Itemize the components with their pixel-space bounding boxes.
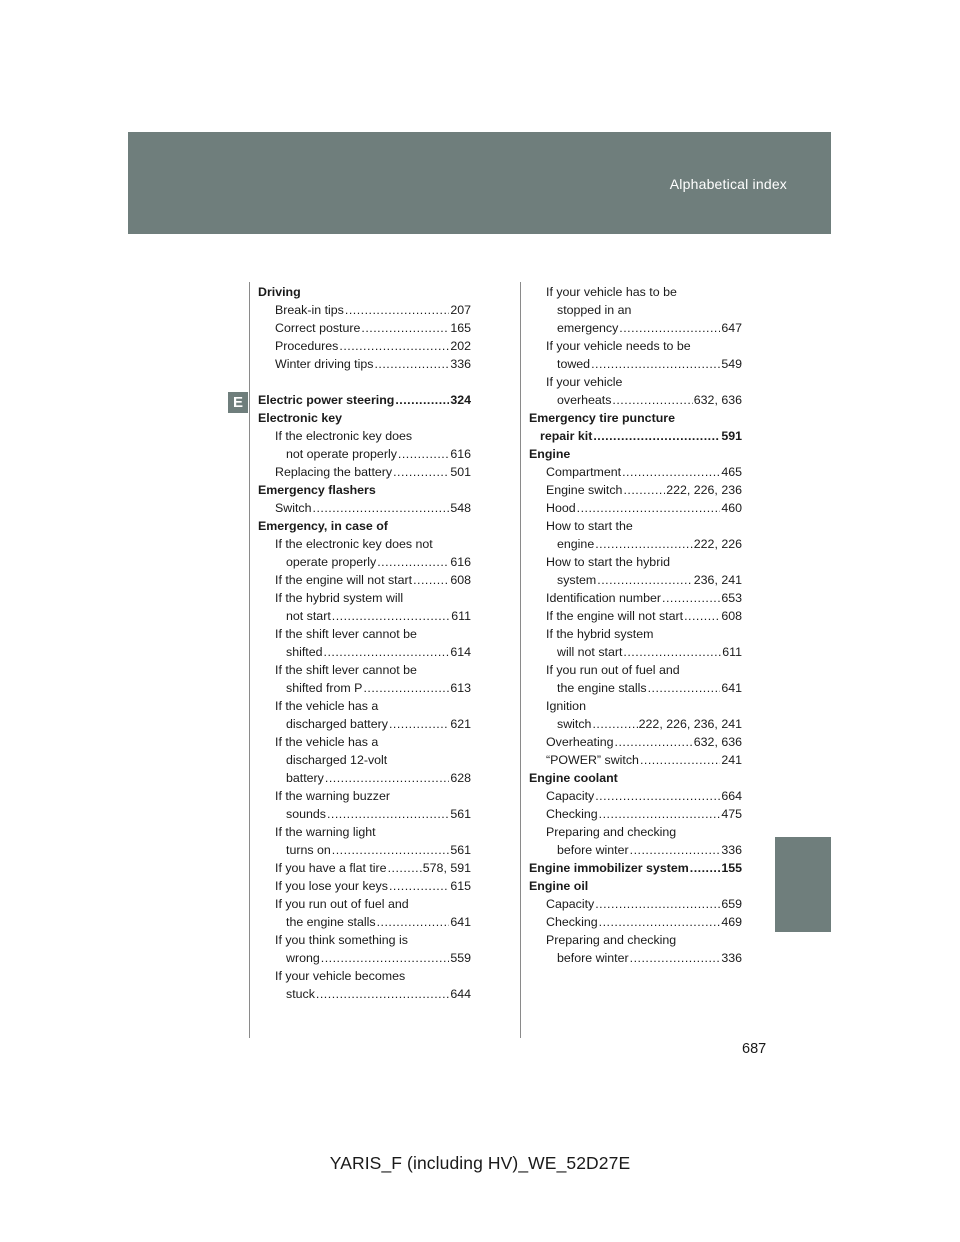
entry-text: If you run out of fuel and <box>546 663 680 677</box>
page-reference[interactable]: 613 <box>450 681 471 695</box>
left-column-divider <box>249 282 250 1038</box>
entry-text: If your vehicle needs to be <box>546 339 691 353</box>
entry-text: engine <box>557 537 595 551</box>
entry-text: If your vehicle becomes <box>275 969 406 983</box>
index-entry[interactable] <box>529 373 742 409</box>
index-entry[interactable] <box>258 895 471 931</box>
entry-text: Electric power steering <box>258 393 395 407</box>
dot-leader <box>597 571 693 589</box>
page-reference[interactable]: 202 <box>450 339 471 353</box>
page-reference[interactable]: 641 <box>450 915 471 929</box>
index-entry[interactable] <box>258 661 471 697</box>
dot-leader <box>684 607 720 625</box>
page-reference[interactable]: 324 <box>450 393 471 407</box>
entry-text: Checking <box>546 807 598 821</box>
page-reference[interactable]: 616 <box>450 555 471 569</box>
entry-text: Preparing and checking <box>546 933 677 947</box>
index-heading[interactable] <box>258 391 471 409</box>
entry-text: Procedures <box>275 339 339 353</box>
index-heading <box>258 481 471 499</box>
page-number: 687 <box>742 1041 767 1057</box>
side-thumb-tab <box>775 837 831 932</box>
entry-text: If you lose your keys <box>275 879 388 893</box>
page-reference[interactable]: 647 <box>721 321 742 335</box>
entry-text: If the warning light <box>275 825 376 839</box>
entry-text: Checking <box>546 915 598 929</box>
entry-text: If the electronic key does not <box>275 537 433 551</box>
index-entry[interactable] <box>529 733 742 751</box>
index-entry[interactable] <box>258 337 471 355</box>
dot-leader <box>377 913 450 931</box>
index-entry[interactable] <box>529 751 742 769</box>
dot-leader <box>389 715 449 733</box>
index-entry[interactable] <box>258 319 471 337</box>
dot-leader <box>388 859 422 877</box>
dot-leader <box>361 319 449 337</box>
entry-text: emergency <box>557 321 619 335</box>
dot-leader <box>690 859 721 877</box>
page-reference[interactable]: 336 <box>450 357 471 371</box>
letter-tab[interactable]: E <box>228 392 248 413</box>
entry-text: Engine coolant <box>529 771 618 785</box>
header-band <box>128 132 831 234</box>
entry-text: If you think something is <box>275 933 408 947</box>
entry-text: How to start the <box>546 519 633 533</box>
page-reference[interactable]: 469 <box>721 915 742 929</box>
dot-leader <box>377 553 449 571</box>
page-reference[interactable]: 465 <box>721 465 742 479</box>
index-entry[interactable] <box>529 625 742 661</box>
entry-text: Engine immobilizer system <box>529 861 689 875</box>
entry-text: If the shift lever cannot be <box>275 663 417 677</box>
entry-text: shifted from P <box>286 681 363 695</box>
page-reference[interactable]: 632, 636 <box>693 735 742 749</box>
page-reference[interactable]: 207 <box>450 303 471 317</box>
dot-leader <box>374 355 449 373</box>
entry-text: Ignition <box>546 699 586 713</box>
entry-text: system <box>557 573 597 587</box>
index-entry[interactable] <box>529 931 742 967</box>
footer-document-code: YARIS_F (including HV)_WE_52D27E <box>329 1153 631 1173</box>
index-entry[interactable] <box>258 355 471 373</box>
entry-text: discharged battery <box>286 717 388 731</box>
dot-leader <box>316 985 449 1003</box>
entry-text: Engine switch <box>546 483 623 497</box>
dot-leader <box>623 643 721 661</box>
entry-text: If the hybrid system will <box>275 591 404 605</box>
index-heading <box>529 769 742 787</box>
dot-leader <box>389 877 449 895</box>
entry-text: Engine <box>529 447 571 461</box>
index-entry[interactable] <box>258 733 471 787</box>
entry-text: Hood <box>546 501 576 515</box>
index-entry[interactable] <box>529 553 742 589</box>
entry-text: sounds <box>286 807 326 821</box>
index-entry[interactable] <box>529 481 742 499</box>
dot-leader <box>593 427 720 445</box>
index-entry[interactable] <box>529 517 742 553</box>
dot-leader <box>324 643 450 661</box>
page-reference[interactable]: 222, 226, 236, 241 <box>638 717 742 731</box>
index-entry[interactable] <box>529 787 742 805</box>
page-reference[interactable]: 222, 226, 236 <box>666 483 742 497</box>
entry-text: Emergency, in case of <box>258 519 388 533</box>
dot-leader <box>648 679 721 697</box>
page-reference[interactable]: 628 <box>450 771 471 785</box>
entry-text: Switch <box>275 501 312 515</box>
entry-text: operate properly <box>286 555 377 569</box>
page-reference[interactable]: 561 <box>450 807 471 821</box>
index-heading[interactable] <box>529 859 742 877</box>
entry-text: before winter <box>557 843 629 857</box>
index-heading <box>258 517 471 535</box>
entry-text: Preparing and checking <box>546 825 677 839</box>
index-entry[interactable] <box>258 301 471 319</box>
index-entry[interactable] <box>258 571 471 589</box>
entry-text: towed <box>557 357 591 371</box>
dot-leader <box>630 841 721 859</box>
dot-leader <box>327 805 449 823</box>
page-reference[interactable]: 608 <box>721 609 742 623</box>
index-entry[interactable] <box>258 787 471 823</box>
entry-text: overheats <box>557 393 612 407</box>
index-entry[interactable] <box>258 859 471 877</box>
index-entry[interactable] <box>258 877 471 895</box>
entry-text: Compartment <box>546 465 622 479</box>
entry-text: Electronic key <box>258 411 343 425</box>
dot-leader <box>332 607 450 625</box>
entry-text: Capacity <box>546 897 595 911</box>
dot-leader <box>662 589 720 607</box>
entry-text: Engine oil <box>529 879 589 893</box>
entry-text: If the vehicle has a <box>275 699 379 713</box>
entry-text: “POWER” switch <box>546 753 639 767</box>
page-reference[interactable]: 653 <box>721 591 742 605</box>
index-entry[interactable] <box>529 337 742 373</box>
entry-text: Break-in tips <box>275 303 344 317</box>
entry-text: Replacing the battery <box>275 465 393 479</box>
entry-text: How to start the hybrid <box>546 555 670 569</box>
dot-leader <box>595 787 720 805</box>
entry-text: If the hybrid system <box>546 627 654 641</box>
index-heading <box>258 283 471 301</box>
page-reference[interactable]: 591 <box>721 429 742 443</box>
entry-text: Driving <box>258 285 301 299</box>
dot-leader <box>612 391 692 409</box>
section-title: Alphabetical index <box>669 176 787 192</box>
index-column-right <box>529 283 742 967</box>
index-entry[interactable] <box>529 607 742 625</box>
page-reference[interactable]: 241 <box>721 753 742 767</box>
dot-leader <box>599 913 721 931</box>
middle-column-divider <box>520 282 521 1038</box>
entry-text: not operate properly <box>286 447 397 461</box>
page-reference[interactable]: 614 <box>450 645 471 659</box>
index-entry[interactable] <box>258 535 471 571</box>
index-entry[interactable] <box>258 427 471 463</box>
entry-text: switch <box>557 717 592 731</box>
entry-text: If the engine will not start <box>275 573 413 587</box>
dot-leader <box>313 499 450 517</box>
dot-leader <box>339 337 449 355</box>
dot-leader <box>393 463 449 481</box>
page-reference[interactable]: 632, 636 <box>693 393 742 407</box>
index-entry[interactable] <box>258 697 471 733</box>
page-reference[interactable]: 561 <box>450 843 471 857</box>
page-reference[interactable]: 644 <box>450 987 471 1001</box>
entry-text: before winter <box>557 951 629 965</box>
page-reference[interactable]: 165 <box>450 321 471 335</box>
entry-text: Capacity <box>546 789 595 803</box>
dot-leader <box>413 571 449 589</box>
page-reference[interactable]: 236, 241 <box>693 573 742 587</box>
dot-leader <box>325 769 449 787</box>
entry-text: If the vehicle has a <box>275 735 379 749</box>
index-entry[interactable] <box>529 913 742 931</box>
index-entry[interactable] <box>529 499 742 517</box>
dot-leader <box>592 715 637 733</box>
index-entry[interactable] <box>258 499 471 517</box>
entry-text: If the electronic key does <box>275 429 413 443</box>
dot-leader <box>630 949 721 967</box>
dot-leader <box>595 895 720 913</box>
page-reference[interactable]: 608 <box>450 573 471 587</box>
index-entry[interactable] <box>258 625 471 661</box>
dot-leader <box>615 733 693 751</box>
entry-text: If the warning buzzer <box>275 789 391 803</box>
entry-text: battery <box>286 771 324 785</box>
index-entry[interactable] <box>529 589 742 607</box>
page-reference[interactable]: 641 <box>721 681 742 695</box>
entry-text: repair kit <box>540 429 593 443</box>
dot-leader <box>623 481 665 499</box>
page-reference[interactable]: 501 <box>450 465 471 479</box>
dot-leader <box>363 679 449 697</box>
index-entry[interactable] <box>258 931 471 967</box>
entry-text: If you run out of fuel and <box>275 897 409 911</box>
index-entry[interactable] <box>529 283 742 337</box>
entry-text: wrong <box>286 951 320 965</box>
dot-leader <box>591 355 720 373</box>
index-entry[interactable] <box>529 661 742 697</box>
page-reference[interactable]: 548 <box>450 501 471 515</box>
page-reference[interactable]: 336 <box>721 843 742 857</box>
page-reference[interactable]: 615 <box>450 879 471 893</box>
page-reference[interactable]: 664 <box>721 789 742 803</box>
entry-text: Emergency tire puncture <box>529 411 675 425</box>
page-reference[interactable]: 659 <box>721 897 742 911</box>
entry-text: If you have a flat tire <box>275 861 387 875</box>
index-entry[interactable] <box>529 895 742 913</box>
page-reference[interactable]: 155 <box>721 861 742 875</box>
index-heading <box>529 877 742 895</box>
page-reference[interactable]: 578, 591 <box>422 861 471 875</box>
index-heading <box>529 445 742 463</box>
entry-text: stopped in an <box>557 303 632 317</box>
entry-text: Emergency flashers <box>258 483 376 497</box>
page-reference[interactable]: 460 <box>721 501 742 515</box>
entry-text: discharged 12-volt <box>286 753 388 767</box>
index-heading <box>258 409 471 427</box>
entry-text: If the shift lever cannot be <box>275 627 417 641</box>
dot-leader <box>398 445 449 463</box>
entry-text: If your vehicle <box>546 375 623 389</box>
entry-text: If your vehicle has to be <box>546 285 677 299</box>
entry-text: will not start <box>557 645 623 659</box>
page-reference[interactable]: 336 <box>721 951 742 965</box>
dot-leader <box>395 391 449 409</box>
dot-leader <box>619 319 720 337</box>
index-entry[interactable] <box>258 967 471 1003</box>
entry-text: not start <box>286 609 331 623</box>
dot-leader <box>622 463 720 481</box>
dot-leader <box>345 301 449 319</box>
index-entry[interactable] <box>529 463 742 481</box>
entry-text: stuck <box>286 987 315 1001</box>
page-reference[interactable]: 611 <box>451 609 471 623</box>
entry-text: Winter driving tips <box>275 357 374 371</box>
index-entry[interactable] <box>258 589 471 625</box>
index-entry[interactable] <box>258 823 471 859</box>
entry-text: turns on <box>286 843 331 857</box>
entry-text: Identification number <box>546 591 662 605</box>
entry-text: Overheating <box>546 735 614 749</box>
dot-leader <box>321 949 450 967</box>
entry-text: Correct posture <box>275 321 361 335</box>
entry-text: If the engine will not start <box>546 609 684 623</box>
index-heading[interactable] <box>529 409 742 445</box>
page-reference[interactable]: 559 <box>450 951 471 965</box>
dot-leader <box>640 751 720 769</box>
dot-leader <box>577 499 721 517</box>
entry-text: shifted <box>286 645 323 659</box>
index-column-left <box>258 283 471 1003</box>
dot-leader <box>332 841 450 859</box>
page-reference[interactable]: 616 <box>450 447 471 461</box>
page-reference[interactable]: 222, 226 <box>693 537 742 551</box>
index-entry[interactable] <box>529 697 742 733</box>
page-reference[interactable]: 549 <box>721 357 742 371</box>
index-entry[interactable] <box>258 463 471 481</box>
dot-leader <box>595 535 693 553</box>
index-entry[interactable] <box>529 823 742 859</box>
entry-text: the engine stalls <box>286 915 376 929</box>
index-entry[interactable] <box>529 805 742 823</box>
entry-text: the engine stalls <box>557 681 647 695</box>
page-reference[interactable]: 611 <box>722 645 742 659</box>
page-reference[interactable]: 621 <box>450 717 471 731</box>
page-reference[interactable]: 475 <box>721 807 742 821</box>
dot-leader <box>599 805 721 823</box>
